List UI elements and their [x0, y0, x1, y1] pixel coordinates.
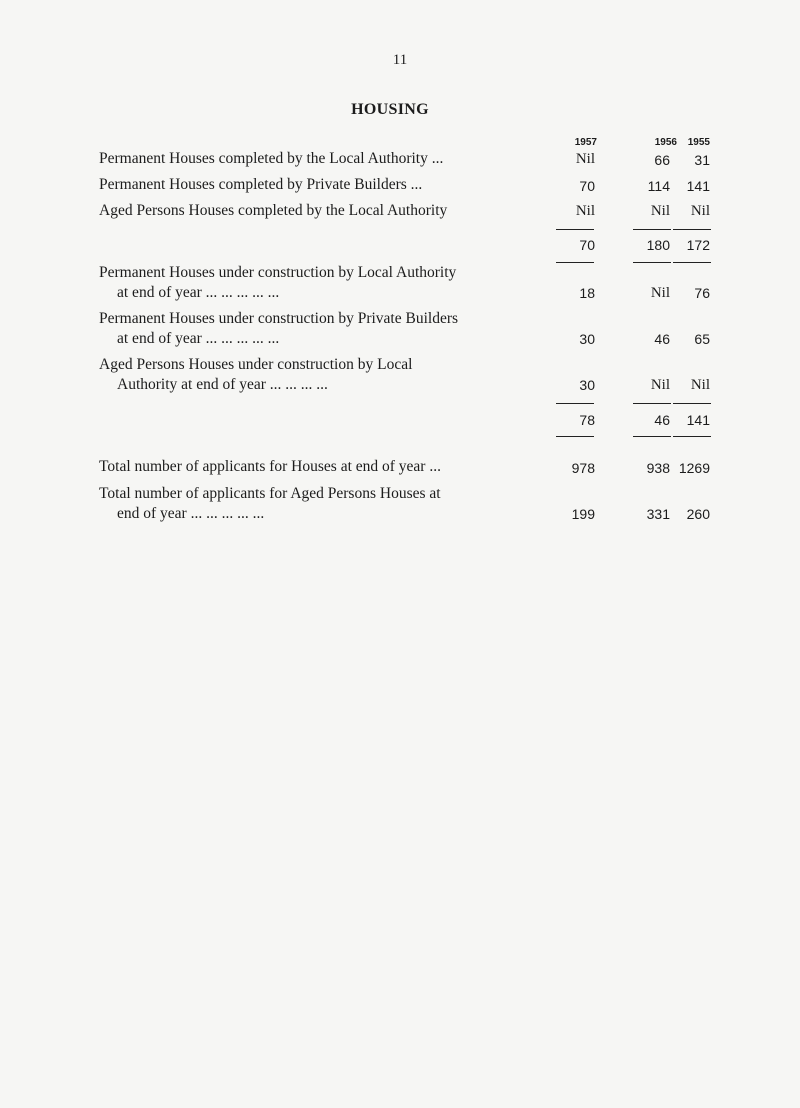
row-label: Total number of applicants for Aged Persons Houses at: [99, 485, 441, 502]
cell-1956: 938: [646, 460, 670, 476]
cell-1955: 260: [686, 506, 710, 522]
divider: [633, 262, 671, 263]
cell-1957: Nil: [575, 203, 595, 219]
cell-1955: 65: [694, 331, 710, 347]
total-1955: 172: [686, 237, 710, 253]
total-1956: 180: [646, 237, 670, 253]
cell-1955: 76: [694, 285, 710, 301]
column-header-1955: 1955: [687, 137, 710, 148]
cell-1955: 31: [694, 152, 710, 168]
page-title: HOUSING: [351, 101, 429, 118]
cell-1956: Nil: [650, 203, 670, 219]
cell-1955: 1269: [678, 460, 710, 476]
cell-1956: Nil: [650, 285, 670, 301]
divider: [556, 436, 594, 437]
row-label: Total number of applicants for Houses at end of year ...: [99, 458, 441, 475]
row-label-continued: end of year ... ... ... ... ...: [117, 505, 265, 522]
row-label-continued: Authority at end of year ... ... ... ...: [117, 376, 328, 393]
divider: [556, 262, 594, 263]
column-header-1956: 1956: [654, 137, 677, 148]
cell-1956: Nil: [650, 377, 670, 393]
total-1957: 78: [579, 412, 595, 428]
cell-1957: 18: [579, 285, 595, 301]
divider: [633, 403, 671, 404]
divider: [556, 229, 594, 230]
page-number: 11: [392, 52, 408, 68]
cell-1957: 70: [579, 178, 595, 194]
cell-1957: Nil: [575, 151, 595, 167]
divider: [556, 403, 594, 404]
row-label: Aged Persons Houses under construction by Local: [99, 356, 413, 373]
cell-1956: 331: [646, 506, 670, 522]
row-label: Permanent Houses under construction by Local Authority: [99, 264, 457, 281]
cell-1956: 66: [654, 152, 670, 168]
total-1957: 70: [579, 237, 595, 253]
total-1956: 46: [654, 412, 670, 428]
row-label-continued: at end of year ... ... ... ... ...: [117, 330, 280, 347]
cell-1956: 114: [647, 178, 670, 194]
total-1955: 141: [686, 412, 710, 428]
cell-1955: 141: [686, 178, 710, 194]
cell-1957: 199: [571, 506, 595, 522]
row-label: Permanent Houses completed by the Local Authority ...: [99, 150, 444, 167]
divider: [633, 229, 671, 230]
column-header-1957: 1957: [574, 137, 597, 148]
cell-1956: 46: [654, 331, 670, 347]
divider: [673, 436, 711, 437]
row-label: Permanent Houses under construction by Private Builders: [99, 310, 459, 327]
divider: [673, 229, 711, 230]
cell-1957: 30: [579, 331, 595, 347]
cell-1955: Nil: [690, 377, 710, 393]
row-label: Aged Persons Houses completed by the Local Authority: [99, 202, 448, 219]
row-label: Permanent Houses completed by Private Builders ...: [99, 176, 423, 193]
cell-1957: 30: [579, 377, 595, 393]
divider: [633, 436, 671, 437]
cell-1957: 978: [571, 460, 595, 476]
divider: [673, 403, 711, 404]
row-label-continued: at end of year ... ... ... ... ...: [117, 284, 280, 301]
cell-1955: Nil: [690, 203, 710, 219]
divider: [673, 262, 711, 263]
